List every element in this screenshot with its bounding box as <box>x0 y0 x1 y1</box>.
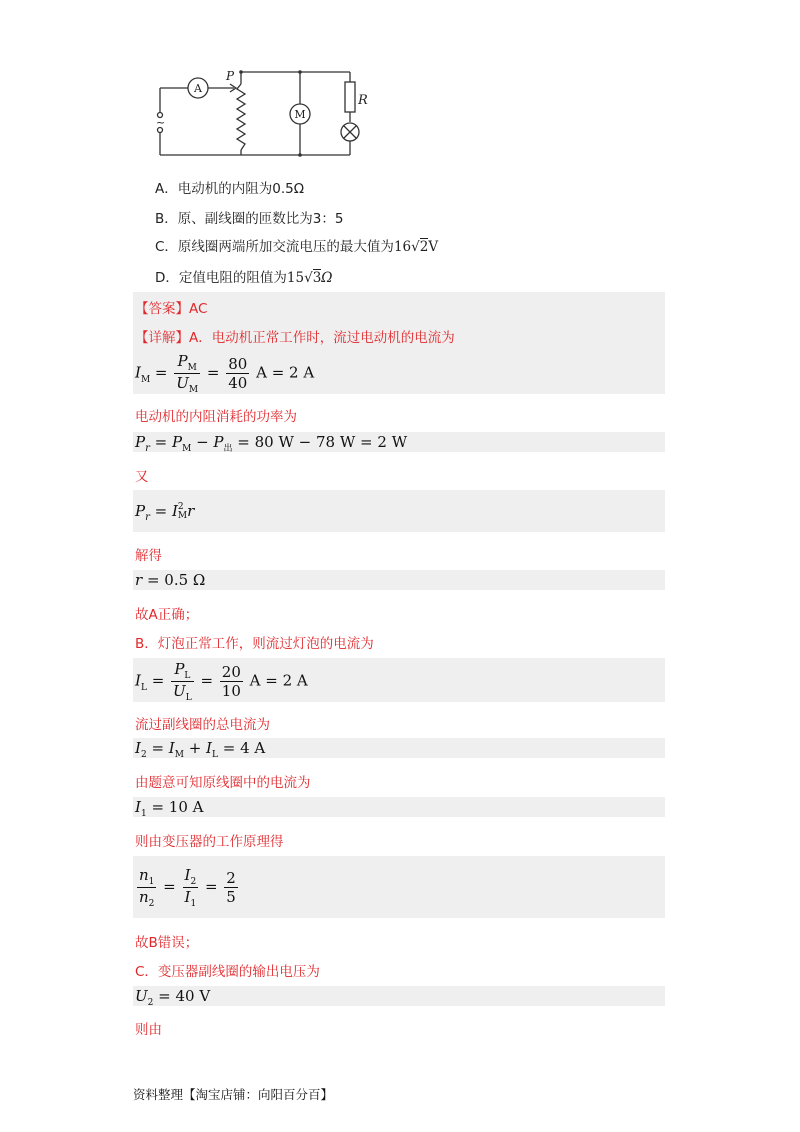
option-a: A．电动机的内阻为0.5Ω <box>155 181 305 197</box>
option-b: B．原、副线圈的匝数比为3：5 <box>155 211 344 227</box>
eq-internal-power: $P_r = P_M - P_出 = 80$ W − 78 W = 2 W <box>135 433 408 454</box>
option-d-value: 15 <box>286 270 305 286</box>
eq-turns-ratio: $\frac{n_1}{n_2}$ = $\frac{I_2}{I_1}$ = $\frac{2}{5}$ <box>139 866 236 909</box>
text-b-intro: B．灯泡正常工作，则流过灯泡的电流为 <box>135 636 374 652</box>
option-c-radicand: 2 <box>419 239 429 255</box>
slider-label: P <box>226 69 235 83</box>
option-d-text: D．定值电阻的阻值为 <box>155 270 287 286</box>
text-principle: 则由变压器的工作原理得 <box>135 834 284 850</box>
option-d: D．定值电阻的阻值为15√3Ω <box>155 270 333 286</box>
eq-lamp-current: $I_L$ = $\frac{P_L}{U_L}$ = $\frac{20}{10}$ A = 2 A <box>135 660 308 703</box>
text-a-correct: 故A正确； <box>135 607 199 623</box>
option-c-text: C．原线圈两端所加交流电压的最大值为 <box>155 239 394 255</box>
ac-source-label: ~ <box>156 116 166 129</box>
answer-label: 【答案】AC <box>135 301 208 317</box>
eq-motor-current: $I_M$ = $\frac{P_M}{U_M}$ = $\frac{80}{40}$ A = 2 A <box>135 352 315 395</box>
eq-box-7 <box>133 797 665 817</box>
detail-a-intro: 【详解】A．电动机正常工作时，流过电动机的电流为 <box>135 330 455 346</box>
text-then: 则由 <box>135 1022 162 1038</box>
resistor-label: R <box>358 93 368 108</box>
text-c-intro: C．变压器副线圈的输出电压为 <box>135 964 320 980</box>
eq-box-4 <box>133 570 665 590</box>
eq-box-9 <box>133 986 665 1006</box>
eq-box-3 <box>133 490 665 532</box>
option-c-value: 16 <box>393 239 412 255</box>
eq-output-voltage: $U_2 = 40$ V <box>135 987 211 1008</box>
option-c-unit: V <box>428 239 439 255</box>
option-d-unit: Ω <box>321 270 333 286</box>
text-total-current: 流过副线圈的总电流为 <box>135 717 270 733</box>
eq-secondary-current: $I_2 = I_M + I_L = 4$ A <box>135 739 266 760</box>
eq-primary-current: $I_1 = 10$ A <box>135 798 204 819</box>
text-also: 又 <box>135 469 149 485</box>
circuit-diagram <box>150 62 390 162</box>
page-footer: 资料整理【淘宝店铺：向阳百分百】 <box>133 1087 334 1102</box>
motor-label: M <box>294 108 306 121</box>
text-primary-current: 由题意可知原线圈中的电流为 <box>135 775 311 791</box>
eq-power-relation: $P_r = I$ 2 M r <box>135 502 195 523</box>
option-d-radicand: 3 <box>312 270 322 286</box>
option-c: C．原线圈两端所加交流电压的最大值为16√2V <box>155 239 439 255</box>
eq-internal-resistance: r = 0.5 Ω <box>135 571 206 589</box>
text-b-wrong: 故B错误； <box>135 935 199 951</box>
text-solve: 解得 <box>135 548 162 564</box>
text-internal-power: 电动机的内阻消耗的功率为 <box>135 409 297 425</box>
ammeter-label: A <box>194 82 202 95</box>
